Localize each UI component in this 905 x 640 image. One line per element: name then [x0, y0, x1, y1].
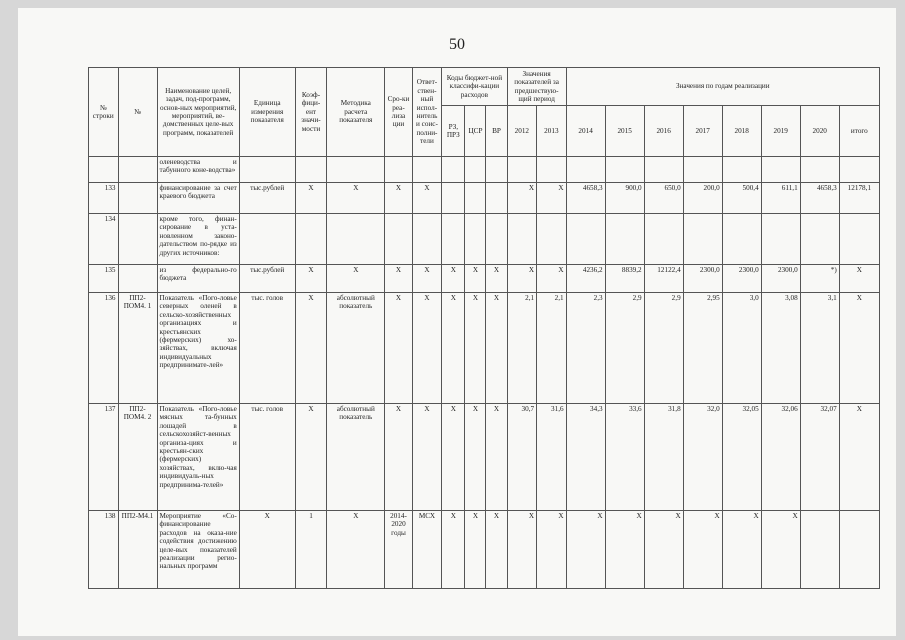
previous-value-cell: X	[537, 511, 567, 589]
code-cell: ПП2-ПОМ4. 2	[118, 404, 157, 511]
year-value-cell: 8839,2	[605, 265, 644, 293]
previous-value-cell: X	[507, 183, 537, 214]
header-year: 2017	[683, 106, 722, 157]
header-year: 2020	[800, 106, 839, 157]
year-value-cell: 32,0	[683, 404, 722, 511]
year-value-cell: X	[644, 511, 683, 589]
header-responsible: Ответ-ствен-ный испол-нитель и соис-полни-тели	[412, 68, 442, 157]
table-row	[89, 511, 880, 589]
coefficient-cell: 1	[295, 511, 327, 589]
year-value-cell: 500,4	[722, 183, 761, 214]
rz-cell	[442, 214, 465, 265]
rz-cell: X	[442, 404, 465, 511]
header-year: 2014	[566, 106, 605, 157]
year-value-cell	[644, 157, 683, 183]
vr-cell: X	[486, 511, 507, 589]
previous-value-cell: 2,1	[507, 293, 537, 404]
year-value-cell	[800, 511, 839, 589]
header-vr: ВР	[486, 106, 507, 157]
row-number-cell: 134	[89, 214, 119, 265]
previous-value-cell: X	[537, 183, 567, 214]
row-number-cell: 133	[89, 183, 119, 214]
year-value-cell	[722, 157, 761, 183]
unit-cell: тыс.рублей	[239, 183, 295, 214]
coefficient-cell: X	[295, 404, 327, 511]
year-value-cell: X	[683, 511, 722, 589]
year-value-cell	[761, 214, 800, 265]
total-cell	[839, 511, 879, 589]
header-row-number: № строки	[89, 68, 119, 157]
row-number-cell: 137	[89, 404, 119, 511]
year-value-cell: 34,3	[566, 404, 605, 511]
year-value-cell: X	[605, 511, 644, 589]
unit-cell: тыс. голов	[239, 293, 295, 404]
terms-cell: X	[385, 265, 412, 293]
responsible-cell: X	[412, 265, 442, 293]
header-coefficient: Коэф-фици-ент значи-мости	[295, 68, 327, 157]
header-year-values: Значения по годам реализации	[566, 68, 879, 106]
csr-cell: X	[465, 293, 486, 404]
previous-value-cell	[507, 157, 537, 183]
year-value-cell	[605, 214, 644, 265]
responsible-cell	[412, 157, 442, 183]
vr-cell	[486, 214, 507, 265]
name-cell: Показатель «Пого-ловье северных оленей в сельско-хозяйственных организациях и крестьянских (фермерских) хо-зяйствах, включая индивидуальных предпринимате-лей»	[157, 293, 239, 404]
header-csr: ЦСР	[465, 106, 486, 157]
year-value-cell	[800, 214, 839, 265]
method-cell	[327, 157, 385, 183]
page-number: 50	[449, 36, 465, 53]
rz-cell	[442, 157, 465, 183]
year-value-cell: 2,9	[605, 293, 644, 404]
vr-cell: X	[486, 404, 507, 511]
total-cell: X	[839, 293, 879, 404]
total-cell	[839, 157, 879, 183]
year-value-cell: 650,0	[644, 183, 683, 214]
year-value-cell	[605, 157, 644, 183]
previous-value-cell: 31,6	[537, 404, 567, 511]
year-value-cell: 32,07	[800, 404, 839, 511]
unit-cell: тыс.рублей	[239, 265, 295, 293]
rz-cell	[442, 183, 465, 214]
responsible-cell	[412, 214, 442, 265]
year-value-cell: 611,1	[761, 183, 800, 214]
header-previous-values: Значения показателей за предшествую-щий период	[507, 68, 566, 106]
code-cell: ПП2-ПОМ4. 1	[118, 293, 157, 404]
row-number-cell: 135	[89, 265, 119, 293]
rz-cell: X	[442, 511, 465, 589]
previous-value-cell	[537, 157, 567, 183]
name-cell: оленеводства и табунного коне-водства»	[157, 157, 239, 183]
total-cell: X	[839, 265, 879, 293]
previous-value-cell	[507, 214, 537, 265]
year-value-cell: 2300,0	[683, 265, 722, 293]
year-value-cell: 2,9	[644, 293, 683, 404]
year-value-cell: 4658,3	[566, 183, 605, 214]
method-cell: X	[327, 511, 385, 589]
code-cell	[118, 265, 157, 293]
table-row	[89, 214, 880, 265]
header-rz: РЗ, ПРЗ	[442, 106, 465, 157]
year-value-cell: 3,08	[761, 293, 800, 404]
row-number-cell	[89, 157, 119, 183]
year-value-cell: 4658,3	[800, 183, 839, 214]
year-value-cell	[566, 214, 605, 265]
unit-cell	[239, 157, 295, 183]
year-value-cell: *)	[800, 265, 839, 293]
year-value-cell	[761, 157, 800, 183]
year-value-cell: 2300,0	[761, 265, 800, 293]
year-value-cell: 2,95	[683, 293, 722, 404]
terms-cell: X	[385, 404, 412, 511]
header-year: 2012	[507, 106, 537, 157]
csr-cell: X	[465, 511, 486, 589]
coefficient-cell: X	[295, 265, 327, 293]
previous-value-cell	[537, 214, 567, 265]
year-value-cell: X	[722, 511, 761, 589]
coefficient-cell: X	[295, 293, 327, 404]
year-value-cell	[683, 214, 722, 265]
code-cell	[118, 214, 157, 265]
year-value-cell: 4236,2	[566, 265, 605, 293]
year-value-cell: 900,0	[605, 183, 644, 214]
responsible-cell: X	[412, 404, 442, 511]
header-year: 2019	[761, 106, 800, 157]
header-method: Методика расчета показателя	[327, 68, 385, 157]
method-cell: абсолютный показатель	[327, 404, 385, 511]
csr-cell	[465, 183, 486, 214]
vr-cell	[486, 183, 507, 214]
name-cell: Показатель «Пого-ловье мясных та-бунных лошадей в сельскохозяйст-венных организа-циях и крестьян-ских (фермерских) хозяйствах, вклю-чая индивидуаль-ных предпринима-телей»	[157, 404, 239, 511]
row-number-cell: 138	[89, 511, 119, 589]
total-cell	[839, 214, 879, 265]
header-total: итого	[839, 106, 879, 157]
year-value-cell: X	[566, 511, 605, 589]
header-unit: Единица измерения показателя	[239, 68, 295, 157]
coefficient-cell: X	[295, 183, 327, 214]
terms-cell: X	[385, 293, 412, 404]
vr-cell	[486, 157, 507, 183]
csr-cell: X	[465, 265, 486, 293]
unit-cell: X	[239, 511, 295, 589]
table-row	[89, 157, 880, 183]
table-row	[89, 404, 880, 511]
year-value-cell: 2300,0	[722, 265, 761, 293]
previous-value-cell: X	[507, 265, 537, 293]
header-budget-codes: Коды бюджет-ной классифи-кации расходов	[442, 68, 507, 106]
terms-cell: 2014-2020 годы	[385, 511, 412, 589]
table-row	[89, 183, 880, 214]
rz-cell: X	[442, 265, 465, 293]
name-cell: финансирование за счет краевого бюджета	[157, 183, 239, 214]
method-cell: абсолютный показатель	[327, 293, 385, 404]
csr-cell	[465, 214, 486, 265]
code-cell	[118, 183, 157, 214]
code-cell	[118, 157, 157, 183]
method-cell: X	[327, 265, 385, 293]
header-year: 2015	[605, 106, 644, 157]
name-cell: Мероприятие «Со-финансирование расходов на оказа-ние содействия достижению целе-вых показателей реализации регио-нальных программ	[157, 511, 239, 589]
name-cell: из федерально-го бюджета	[157, 265, 239, 293]
coefficient-cell	[295, 157, 327, 183]
year-value-cell	[722, 214, 761, 265]
responsible-cell: X	[412, 293, 442, 404]
table-row	[89, 265, 880, 293]
vr-cell: X	[486, 265, 507, 293]
year-value-cell: 32,05	[722, 404, 761, 511]
coefficient-cell	[295, 214, 327, 265]
year-value-cell: 33,6	[605, 404, 644, 511]
header-year: 2013	[537, 106, 567, 157]
terms-cell	[385, 157, 412, 183]
rz-cell: X	[442, 293, 465, 404]
total-cell: 12178,1	[839, 183, 879, 214]
unit-cell: тыс. голов	[239, 404, 295, 511]
row-number-cell: 136	[89, 293, 119, 404]
header-name: Наименование целей, задач, под-программ, основ-ных мероприятий, мероприятий, ве-домственных целе-вых программ, показателей	[157, 68, 239, 157]
header-year: 2018	[722, 106, 761, 157]
csr-cell	[465, 157, 486, 183]
year-value-cell	[566, 157, 605, 183]
code-cell: ПП2-М4.1	[118, 511, 157, 589]
csr-cell: X	[465, 404, 486, 511]
previous-value-cell: 30,7	[507, 404, 537, 511]
total-cell: X	[839, 404, 879, 511]
previous-value-cell: X	[507, 511, 537, 589]
year-value-cell	[800, 157, 839, 183]
year-value-cell: 32,06	[761, 404, 800, 511]
year-value-cell	[683, 157, 722, 183]
header-terms: Сро-ки реа-лиза ции	[385, 68, 412, 157]
year-value-cell	[644, 214, 683, 265]
header-number: №	[118, 68, 157, 157]
terms-cell: X	[385, 183, 412, 214]
header-year: 2016	[644, 106, 683, 157]
year-value-cell: 2,3	[566, 293, 605, 404]
year-value-cell: 31,8	[644, 404, 683, 511]
year-value-cell: X	[761, 511, 800, 589]
name-cell: кроме того, финан-сирование в уста-новленном законо-дательством по-рядке из других источников:	[157, 214, 239, 265]
unit-cell	[239, 214, 295, 265]
method-cell	[327, 214, 385, 265]
year-value-cell: 3,1	[800, 293, 839, 404]
indicators-table	[88, 67, 880, 589]
vr-cell: X	[486, 293, 507, 404]
year-value-cell: 200,0	[683, 183, 722, 214]
terms-cell	[385, 214, 412, 265]
year-value-cell: 3,0	[722, 293, 761, 404]
table-row	[89, 293, 880, 404]
responsible-cell: X	[412, 183, 442, 214]
year-value-cell: 12122,4	[644, 265, 683, 293]
method-cell: X	[327, 183, 385, 214]
responsible-cell: МСХ	[412, 511, 442, 589]
previous-value-cell: X	[537, 265, 567, 293]
previous-value-cell: 2,1	[537, 293, 567, 404]
